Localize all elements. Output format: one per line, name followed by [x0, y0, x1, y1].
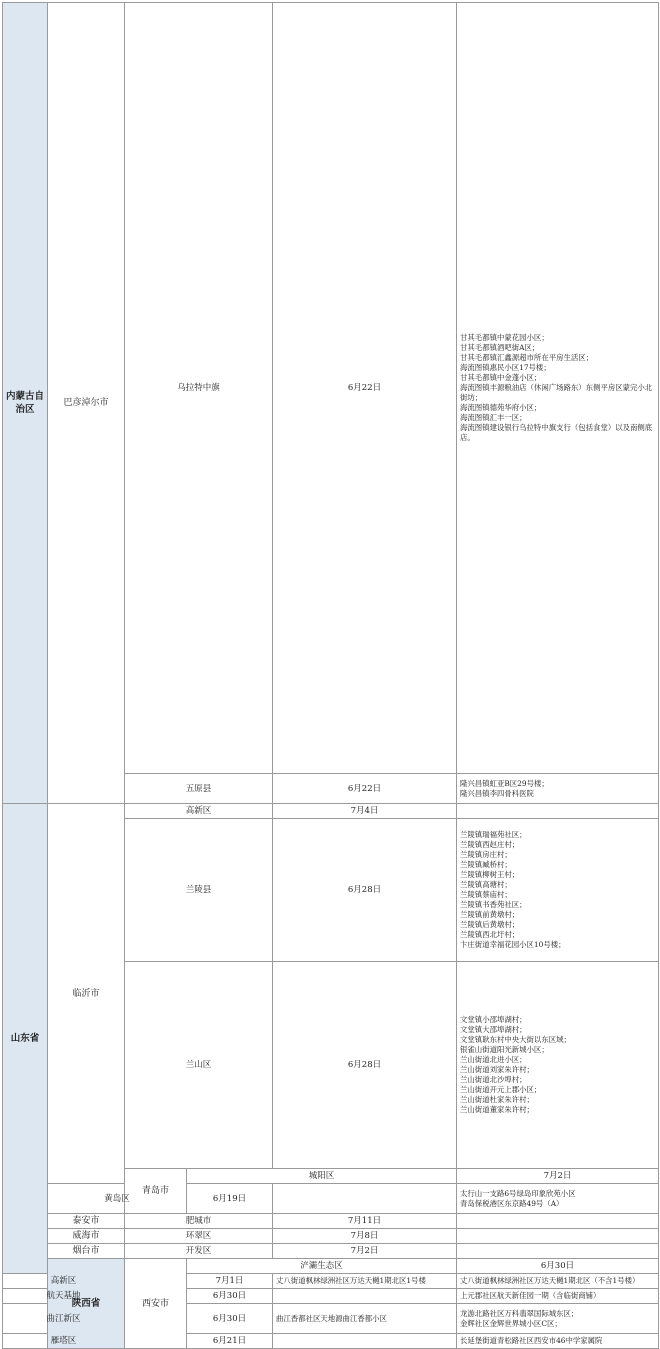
low-risk-list	[457, 1289, 659, 1304]
area-entry: 兰山街道北沙埠村；	[460, 1075, 527, 1084]
area-entry: 兰陵镇瑞福苑社区；	[460, 830, 527, 839]
district-cell: 乌拉特中旗	[125, 3, 273, 774]
area-entry: 银雀山街道阳光新城小区；	[460, 1045, 549, 1054]
high-risk-list	[457, 962, 659, 1169]
area-entry: 兰山街道刘家朱许村；	[460, 1065, 534, 1074]
date-cell: 6月21日	[187, 1334, 273, 1349]
province-cell: 陕西省	[48, 1259, 125, 1349]
risk-area-table	[2, 2, 659, 1349]
high-risk-list	[457, 3, 659, 774]
district-cell: 兰陵县	[125, 819, 273, 962]
area-entry: 兰山街道开元上郡小区；	[460, 1085, 542, 1094]
district-cell: 高新区	[3, 1274, 125, 1289]
high-risk-list	[273, 1334, 457, 1349]
area-entry: 青岛保税港区东京路49号（A）	[460, 1198, 564, 1208]
area-entry: 兰陵镇房庄村；	[460, 850, 512, 859]
low-risk-list	[457, 1274, 659, 1289]
high-risk-list	[457, 774, 659, 804]
area-entry: 卞庄街道幸福花园小区10号楼；	[460, 940, 566, 949]
high-risk-list	[457, 1244, 659, 1259]
area-entry: 兰山街道杜家朱许村；	[460, 1095, 534, 1104]
area-entry: 兰山街道北进小区；	[460, 1055, 527, 1064]
city-cell: 临沂市	[48, 804, 125, 1184]
date-cell: 7月8日	[273, 1229, 457, 1244]
low-risk-list	[457, 1184, 659, 1214]
area-entry: 甘其毛都镇汇鑫源超市所在平房生活区；	[460, 353, 594, 362]
low-risk-list	[457, 1304, 659, 1334]
area-entry: 海流图镇德苑华府小区；	[460, 403, 542, 412]
area-entry: 兰陵镇高塘村；	[460, 880, 512, 889]
district-cell: 黄岛区	[48, 1184, 187, 1214]
table-row	[3, 1304, 659, 1334]
area-entry: 海流图镇汇丰一区；	[460, 413, 527, 422]
area-entry: 文堂镇耿东村中央大街以东区域；	[460, 1035, 571, 1044]
date-cell: 6月22日	[273, 774, 457, 804]
city-cell: 威海市	[48, 1229, 125, 1244]
district-cell: 浐灞生态区	[187, 1259, 457, 1274]
area-entry: 兰陵镇西北圩村；	[460, 930, 520, 939]
area-entry: 兰陵镇前黄墩村；	[460, 910, 520, 919]
table-row	[3, 1259, 659, 1274]
city-cell: 青岛市	[125, 1169, 187, 1214]
date-cell: 6月22日	[273, 3, 457, 774]
high-risk-list	[273, 1274, 457, 1289]
table-row	[3, 1334, 659, 1349]
area-entry: 兰陵镇书香苑社区；	[460, 900, 527, 909]
area-entry: 兰陵镇蔡庙村；	[460, 890, 512, 899]
high-risk-list	[457, 804, 659, 819]
area-entry: 龙游北路社区万科翡翠国际城东区；	[460, 1308, 579, 1318]
area-entry: 兰陵镇后黄墩村；	[460, 920, 520, 929]
table-row	[3, 1274, 659, 1289]
area-entry: 兰山街道董家朱许村；	[460, 1105, 534, 1114]
date-cell: 7月11日	[273, 1214, 457, 1229]
date-cell: 6月28日	[273, 819, 457, 962]
table-row	[3, 804, 659, 819]
area-entry: 长延堡街道青松路社区西安市46中学家属院	[460, 1336, 603, 1345]
province-cell: 内蒙古自治区	[3, 3, 48, 804]
table-row	[3, 1214, 659, 1229]
table-row	[3, 1244, 659, 1259]
area-entry: 甘其毛都镇中蒙花园小区；	[460, 333, 549, 342]
area-entry: 上元郡社区航天新佳园一期（含临街商铺）	[460, 1291, 601, 1300]
area-entry: 海流图镇惠民小区17号楼；	[460, 363, 551, 372]
area-entry: 兰陵镇西赵庄村；	[460, 840, 520, 849]
table-row	[3, 1229, 659, 1244]
area-entry: 文堂镇大邵埠湖村；	[460, 1025, 527, 1034]
district-cell: 雁塔区	[3, 1334, 125, 1349]
area-entry: 曲江香都社区天地源曲江香都小区	[276, 1313, 387, 1323]
district-cell: 城阳区	[187, 1169, 457, 1184]
area-entry: 海流图镇丰源粮油店（休闲广场路东）东侧平房区蒙完小北街坊；	[460, 383, 653, 402]
date-cell: 7月4日	[273, 804, 457, 819]
area-entry: 太行山一支路6号绿岛印象欣苑小区	[460, 1188, 576, 1198]
low-risk-list	[457, 1334, 659, 1349]
table-row	[3, 1289, 659, 1304]
high-risk-list	[457, 1214, 659, 1229]
area-entry: 海流图镇建设银行乌拉特中旗支行（包括食堂）以及南侧底店。	[460, 423, 653, 442]
area-entry: 兰陵镇臧桥村；	[460, 860, 512, 869]
date-cell: 7月1日	[187, 1274, 273, 1289]
district-cell: 航天基地	[3, 1289, 125, 1304]
area-entry: 丈八街道枫林绿洲社区万达天樾1期北区1号楼	[276, 1276, 426, 1285]
date-cell: 7月2日	[273, 1244, 457, 1259]
high-risk-list	[273, 1289, 457, 1304]
area-entry: 隆兴昌镇李四骨科医院	[460, 788, 534, 798]
province-cell: 山东省	[3, 804, 48, 1274]
table-row	[3, 1184, 659, 1214]
city-cell: 烟台市	[48, 1244, 125, 1259]
high-risk-list	[273, 1184, 457, 1214]
district-cell: 环翠区	[125, 1229, 273, 1244]
date-cell: 6月30日	[187, 1289, 273, 1304]
city-cell: 泰安市	[48, 1214, 125, 1229]
area-entry: 甘其毛都镇中金蓬小区；	[460, 373, 542, 382]
high-risk-list	[457, 819, 659, 962]
city-cell: 巴彦淖尔市	[48, 3, 125, 804]
table-row	[3, 3, 659, 774]
area-entry: 丈八街道枫林绿洲社区万达天樾1期北区（不含1号楼）	[460, 1276, 640, 1285]
district-cell: 高新区	[125, 804, 273, 819]
high-risk-list	[273, 1304, 457, 1334]
area-entry: 兰陵镇柳树王村；	[460, 870, 520, 879]
district-cell: 五原县	[125, 774, 273, 804]
date-cell: 6月19日	[187, 1184, 273, 1214]
date-cell: 7月2日	[457, 1169, 659, 1184]
high-risk-list	[457, 1229, 659, 1244]
area-entry: 甘其毛都镇酒吧街A区；	[460, 343, 540, 352]
district-cell: 肥城市	[125, 1214, 273, 1229]
district-cell: 兰山区	[125, 962, 273, 1169]
district-cell: 曲江新区	[3, 1304, 125, 1334]
area-entry: 金辉社区金辉世界城小区C区；	[460, 1318, 562, 1328]
district-cell: 开发区	[125, 1244, 273, 1259]
date-cell: 6月30日	[187, 1304, 273, 1334]
date-cell: 6月28日	[273, 962, 457, 1169]
area-entry: 隆兴昌镇虹亚B区29号楼；	[460, 778, 549, 788]
date-cell: 6月30日	[457, 1259, 659, 1274]
area-entry: 文堂镇小邵埠湖村；	[460, 1015, 527, 1024]
city-cell: 西安市	[125, 1259, 187, 1349]
